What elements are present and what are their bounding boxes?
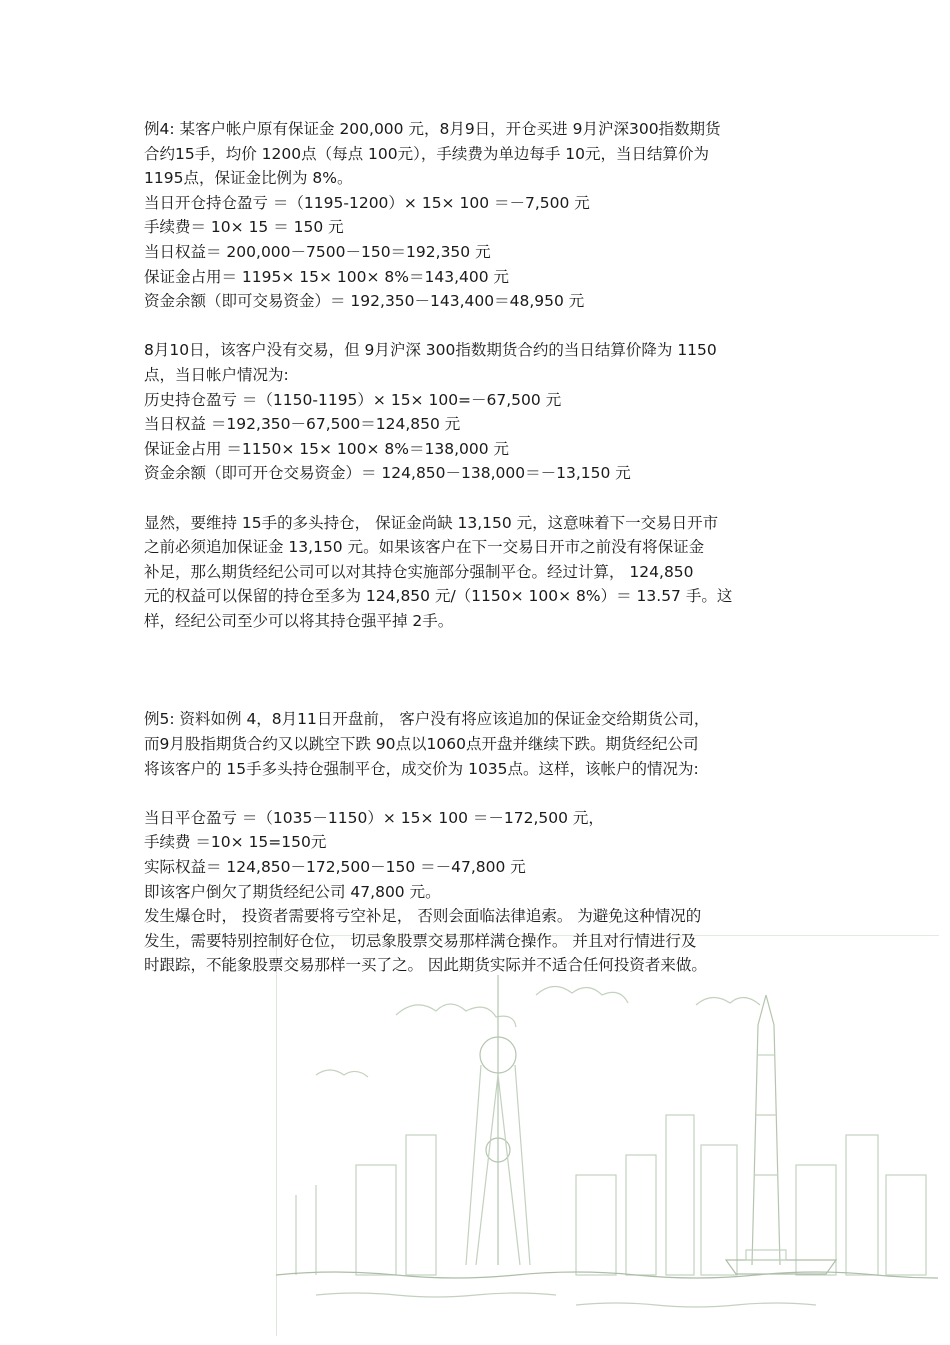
example-4-line-1: 例4: 某客户帐户原有保证金 200,000 元，8月9日，开仓买进 9月沪深300指数期货 [144,120,721,138]
example-4-line-4: 当日开仓持仓盈亏 ＝（1195-1200）× 15× 100 ＝－7,500 元 [144,193,590,212]
example-4-line-2: 合约15手，均价 1200点（每点 100元），手续费为单边每手 10元，当日结算价为 [144,144,710,163]
explanation-line-1: 显然，要维持 15手的多头持仓， 保证金尚缺 13,150 元，这意味着下一交易日开市 [144,513,719,532]
example-5-calc-line-2: 手续费 ＝10× 15=150元 [144,833,327,852]
example-4-line-6: 当日权益＝ 200,000－7500－150＝192,350 元 [144,242,491,261]
example-4-line-5: 手续费＝ 10× 15 ＝ 150 元 [144,218,344,237]
explanation-line-3: 补足，那么期货经纪公司可以对其持仓实施部分强制平仓。经过计算， 124,850 [144,562,694,581]
aug-10-line-3: 历史持仓盈亏 ＝（1150-1195）× 15× 100=－67,500 元 [144,390,562,409]
example-4-section [144,117,814,314]
aug-10-line-1: 8月10日，该客户没有交易，但 9月沪深 300指数期货合约的当日结算价降为 1150 [144,341,717,360]
example-5-section [144,707,814,978]
example-5-line-3: 将该客户的 15手多头持仓强制平仓，成交价为 1035点。这样，该帐户的情况为: [144,759,699,778]
example-5-calc-line-6: 发生，需要特别控制好仓位， 切忌象股票交易那样满仓操作。 并且对行情进行及 [144,931,697,950]
aug-10-line-6: 资金余额（即可开仓交易资金）＝ 124,850－138,000＝－13,150 元 [144,464,631,483]
example-4-line-3: 1195点，保证金比例为 8%。 [144,169,353,188]
explanation-line-2: 之前必须追加保证金 13,150 元。如果该客户在下一交易日开市之前没有将保证金 [144,538,705,557]
example-5-line-2: 而9月股指期货合约又以跳空下跌 90点以1060点开盘并继续下跌。期货经纪公司 [144,735,699,754]
example-4-line-8: 资金余额（即可交易资金）＝ 192,350－143,400＝48,950 元 [144,292,585,311]
example-5-line-1: 例5: 资料如例 4，8月11日开盘前， 客户没有将应该追加的保证金交给期货公司， [144,710,710,729]
explanation-section [144,511,814,634]
aug-10-section [144,338,814,486]
explanation-line-5: 样，经纪公司至少可以将其持仓强平掉 2手。 [144,611,454,630]
document-body [144,117,814,978]
shanghai-skyline-watermark [276,935,938,1335]
explanation-line-4: 元的权益可以保留的持仓至多为 124,850 元/（1150× 100× 8%）＝ 13.57 手。这 [144,587,733,606]
skyline-drawing [276,935,938,1335]
example-5-calc-line-3: 实际权益＝ 124,850－172,500－150 ＝－47,800 元 [144,858,526,877]
aug-10-line-2: 点，当日帐户情况为: [144,365,289,384]
spacer [144,633,814,707]
example-5-calc-line-1: 当日平仓盈亏 ＝（1035－1150）× 15× 100 ＝－172,500 元， [144,808,604,827]
aug-10-line-4: 当日权益 ＝192,350－67,500＝124,850 元 [144,415,461,434]
aug-10-line-5: 保证金占用 ＝1150× 15× 100× 8%＝138,000 元 [144,439,510,458]
spacer [144,314,814,339]
example-4-line-7: 保证金占用＝ 1195× 15× 100× 8%＝143,400 元 [144,267,510,286]
example-5-calc-line-7: 时跟踪，不能象股票交易那样一买了之。 因此期货实际并不适合任何投资者来做。 [144,956,707,975]
example-5-calc-line-4: 即该客户倒欠了期货经纪公司 47,800 元。 [144,882,441,901]
spacer [144,486,814,511]
spacer [144,781,814,806]
example-5-calc-line-5: 发生爆仓时， 投资者需要将亏空补足， 否则会面临法律追索。 为避免这种情况的 [144,907,702,926]
